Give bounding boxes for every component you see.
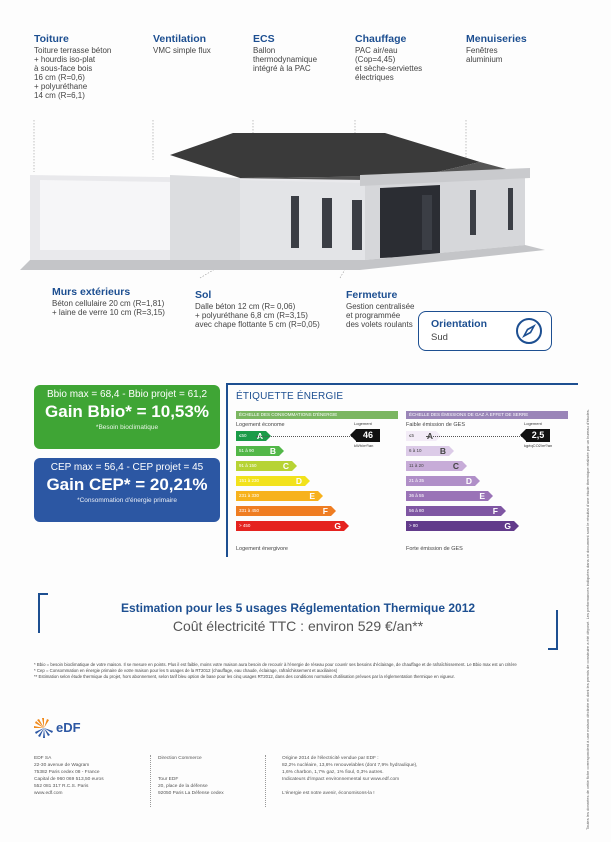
energy-label: [226, 383, 578, 557]
bbio-values: Bbio max = 68,4 - Bbio projet = 61,2: [46, 389, 208, 400]
annotation-title: ECS: [253, 33, 275, 45]
ges-scale-header: ÉCHELLE DES ÉMISSIONS DE GAZ À EFFET DE SERRE: [406, 411, 568, 419]
energy-class-range: 151 à 230: [239, 478, 260, 483]
energy-dotted-leader: [256, 436, 352, 437]
energy-class-bar-b: [236, 446, 279, 456]
energy-scale-header: ÉCHELLE DES CONSOMMATIONS D'ÉNERGIE: [236, 411, 398, 419]
footer-origin: Origine 2014 de l'électricité vendue par EDF : 82,2% nucléaire, 13,6% renouvelables (dont 7,9% hydraulique), 1,6% charbon, 1,7% gaz, 1% fioul, 0,3% autres. Indicateurs d'impact environnemental sur www.edf.com L'énergie est notre avenir, économisons-la !: [282, 756, 418, 796]
ges-class-letter: B: [439, 446, 446, 456]
energy-class-range: 331 à 450: [239, 508, 260, 513]
cep-gain-box: [34, 458, 220, 522]
energy-class-arrow: [305, 476, 310, 486]
annotation-body: PAC air/eau (Cop=4,45) et sèche-serviettes électriques: [355, 46, 423, 82]
estimation-box: [38, 593, 558, 650]
footer-divider: [265, 755, 266, 807]
energy-class-letter: D: [295, 476, 302, 486]
ges-class-range: 6 à 10: [409, 448, 422, 453]
energy-class-arrow: [318, 491, 323, 501]
ges-class-arrow: [475, 476, 480, 486]
cep-values: CEP max = 56,4 - CEP projet = 45: [50, 462, 204, 473]
footnote: * Bbio = besoin bioclimatique de votre maison. Il se mesure en points. Plus il est faible, moins votre maison aura besoin de recourir à l'énergie de réseau pour couvrir ses besoins d'éclairage, de chauffage et de rafraîchissement. Le Bbio max est un critère: [34, 662, 517, 667]
energy-class-range: ≤50: [239, 433, 247, 438]
energy-value-marker: 46: [356, 429, 380, 442]
annotation-chauffage: [355, 33, 450, 82]
ges-class-bar-d: [406, 476, 475, 486]
energy-label-title: ÉTIQUETTE ÉNERGIE: [236, 391, 344, 402]
ges-class-bar-f: [406, 506, 501, 516]
ges-class-letter: A: [426, 431, 433, 441]
footnotes: [34, 662, 559, 680]
ges-class-letter: E: [479, 491, 485, 501]
energy-scale: [236, 411, 398, 555]
energy-class-letter: G: [334, 521, 341, 531]
annotation-sol: [195, 289, 345, 329]
annotation-murs: [52, 286, 202, 317]
annotation-body: Ballon thermodynamique intégré à la PAC: [253, 46, 318, 73]
orientation-label: Orientation: [431, 318, 488, 330]
energy-class-bar-d: [236, 476, 305, 486]
edf-sun-icon: [34, 718, 54, 738]
energy-class-letter: F: [322, 506, 328, 516]
energy-class-letter: E: [309, 491, 315, 501]
annotation-body: Toiture terrasse béton + hourdis iso-plat à sous-face bois 16 cm (R=0,6) + polyuréthane 14 cm (R=6,1): [34, 46, 112, 100]
energy-class-bar-c: [236, 461, 292, 471]
annotation-title: Sol: [195, 289, 212, 301]
estimation-cost: Coût électricité TTC : environ 529 €/an**: [172, 618, 424, 634]
ges-class-arrow: [514, 521, 519, 531]
footnote: * Cep = Consommation en énergie primaire de votre maison pour les 5 usages de la RT2012 (chauffage, eau chaude, éclairage, rafraîchissement et auxiliaires): [34, 668, 338, 673]
edf-logo: [34, 718, 81, 738]
energy-value-unit: kWh/m²/an: [354, 443, 374, 448]
energy-class-bar-g: [236, 521, 344, 531]
ges-class-range: > 80: [409, 523, 418, 528]
ges-class-arrow: [449, 446, 454, 456]
ges-class-arrow: [501, 506, 506, 516]
ges-class-bar-c: [406, 461, 462, 471]
annotation-title: Menuiseries: [466, 33, 527, 45]
ges-class-bar-g: [406, 521, 514, 531]
ges-class-arrow: [488, 491, 493, 501]
orientation-value: Sud: [431, 332, 448, 343]
annotation-body: Gestion centralisée et programmée des volets roulants: [346, 302, 415, 329]
cep-note: *Consommation d'énergie primaire: [77, 497, 177, 504]
ges-class-letter: F: [492, 506, 498, 516]
annotation-title: Chauffage: [355, 33, 407, 45]
annotation-body: VMC simple flux: [153, 46, 211, 55]
energy-class-range: 51 à 90: [239, 448, 255, 453]
orientation-box: [418, 311, 552, 351]
ges-unit-label: Logement: [524, 421, 542, 426]
ges-value-unit: kgéqCO2/m²/an: [524, 443, 553, 448]
house-illustration: [0, 120, 611, 290]
annotation-title: Murs extérieurs: [52, 286, 131, 298]
energy-unit-label: Logement: [354, 421, 372, 426]
footnote: ** Estimation selon étude thermique du projet, hors abonnement, selon tarif bleu option de base pour les cinq usages RT2012, dans des conditions normales d'utilisation prévues par la réglementation thermique en vigueur.: [34, 674, 455, 679]
edf-logo-text: eDF: [56, 720, 81, 735]
energy-class-arrow: [344, 521, 349, 531]
energy-class-letter: B: [269, 446, 276, 456]
annotation-title: Toiture: [34, 33, 69, 45]
energy-class-range: > 450: [239, 523, 251, 528]
bbio-note: *Besoin bioclimatique: [95, 424, 159, 431]
ges-class-range: ≤5: [409, 433, 414, 438]
ges-class-letter: D: [465, 476, 472, 486]
energy-class-arrow: [331, 506, 336, 516]
annotation-body: Fenêtres aluminium: [466, 46, 503, 64]
ges-scale-bottom: Forte émission de GES: [406, 546, 463, 552]
energy-class-range: 231 à 330: [239, 493, 260, 498]
ges-class-bar-e: [406, 491, 488, 501]
cep-gain: Gain CEP* = 20,21%: [46, 475, 208, 494]
ges-class-range: 11 à 20: [409, 463, 424, 468]
footer-divider: [150, 755, 151, 807]
energy-class-bar-e: [236, 491, 318, 501]
bbio-gain: Gain Bbio* = 10,53%: [45, 402, 209, 421]
energy-scale-top: Logement économe: [236, 422, 285, 428]
ges-scale-top: Faible émission de GES: [406, 422, 465, 428]
footer-company: EDF SA 22-30 avenue de Wagram 75382 Paris cedex 08 - France Capital de 960 069 513,50 euros 552 081 317 R.C.S. Paris www.edf.com: [34, 756, 104, 796]
bbio-gain-box: [34, 385, 220, 449]
annotation-title: Fermeture: [346, 289, 398, 301]
ges-class-arrow: [462, 461, 467, 471]
annotation-body: Béton cellulaire 20 cm (R=1,81) + laine de verre 10 cm (R=3,15): [52, 299, 165, 317]
estimation-title: Estimation pour les 5 usages Réglementation Thermique 2012: [120, 601, 476, 615]
ges-value-marker: 2,5: [526, 429, 550, 442]
energy-class-arrow: [279, 446, 284, 456]
energy-class-range: 91 à 150: [239, 463, 257, 468]
side-legal-text: Toutes les données de cette fiche correspondent à une maison déclinée et dont les permis de construire a été déposé. Les performances indiquées dans ce document sont le résultat d'une étude thermique réalisée par un bureau d'études.: [585, 409, 590, 830]
ges-class-range: 56 à 80: [409, 508, 425, 513]
energy-class-letter: A: [256, 431, 263, 441]
footer-direction: Direction Commerce Tour EDF 20, place de la défense 92050 Paris La Défense cedex: [158, 756, 224, 796]
energy-class-arrow: [292, 461, 297, 471]
annotation-menuiseries: [466, 33, 556, 64]
energy-class-bar-f: [236, 506, 331, 516]
annotation-ventilation: [153, 33, 243, 55]
annotation-body: Dalle béton 12 cm (R= 0,06) + polyuréthane 6,8 cm (R=3,15) avec chape flottante 5 cm (R=0,05): [195, 302, 320, 329]
annotation-ecs: [253, 33, 343, 73]
energy-scale-bottom: Logement énergivore: [236, 546, 288, 552]
ges-class-range: 36 à 55: [409, 493, 425, 498]
ges-class-letter: G: [504, 521, 511, 531]
ges-scale: [406, 411, 568, 555]
annotation-toiture: [34, 33, 144, 100]
compass-icon: [515, 317, 543, 345]
annotation-title: Ventilation: [153, 33, 207, 45]
ges-dotted-leader: [426, 436, 522, 437]
energy-class-letter: C: [282, 461, 289, 471]
ges-class-bar-b: [406, 446, 449, 456]
ges-class-letter: C: [452, 461, 459, 471]
ges-class-range: 21 à 35: [409, 478, 425, 483]
